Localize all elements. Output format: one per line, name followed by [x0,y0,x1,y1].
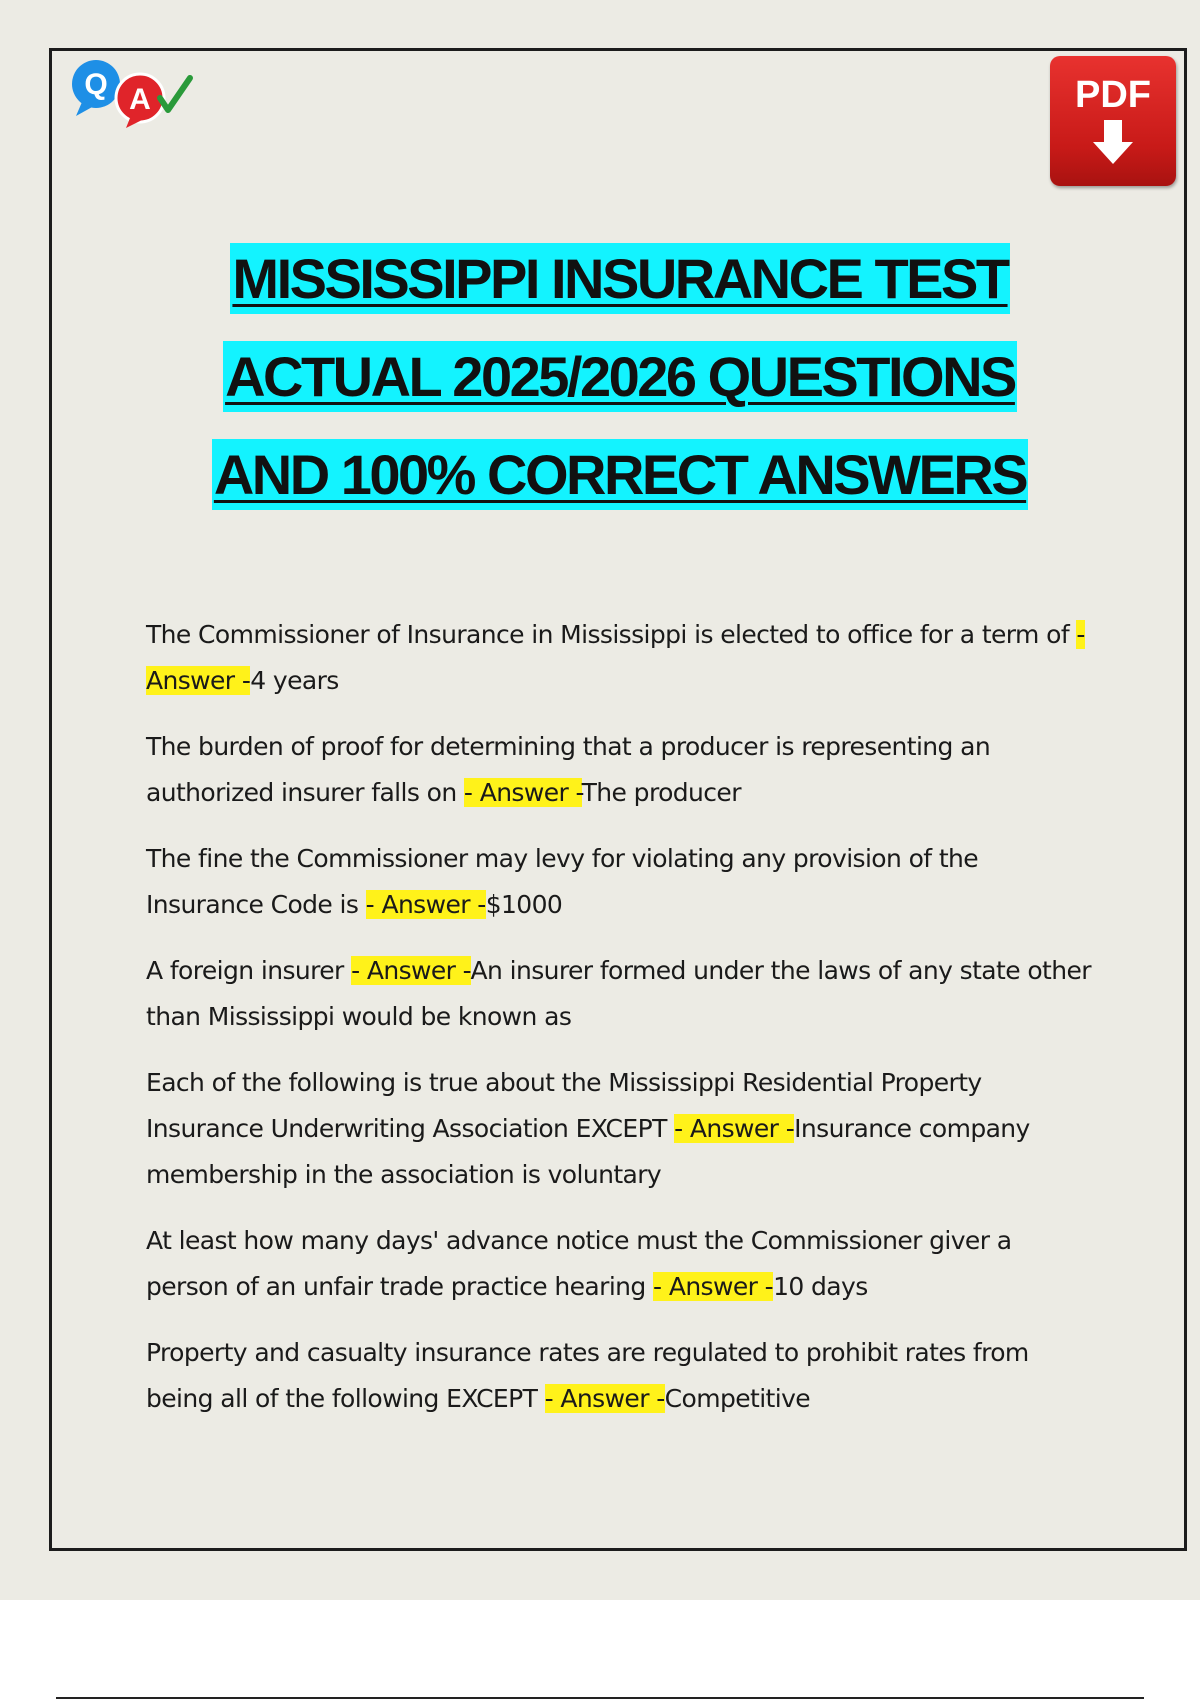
question-text: The fine the Commissioner may levy for violating any provision of the Insurance Code is [146,844,979,919]
footer-divider [56,1697,1144,1699]
title-line-text: AND 100% CORRECT ANSWERS [212,439,1028,510]
answer-text: Insurance company membership in the association is voluntary [146,1114,1030,1189]
answer-marker: - Answer - [653,1272,774,1301]
qa-item [146,724,1096,816]
answer-text: An insurer formed under the laws of any state other than Mississippi would be known as [146,956,1091,1031]
question-text: At least how many days' advance notice must the Commissioner giver a person of an unfair trade practice hearing [146,1226,1012,1301]
question-text: Property and casualty insurance rates are regulated to prohibit rates from being all of the following EXCEPT [146,1338,1029,1413]
title-line-text: ACTUAL 2025/2026 QUESTIONS [223,341,1017,412]
qa-item [146,1330,1096,1422]
logo-q-letter: Q [84,68,108,101]
answer-marker: - Answer - [146,620,1085,695]
answer-marker: - Answer - [365,890,486,919]
pdf-label: PDF [1075,74,1151,116]
answer-text: 10 days [773,1272,868,1301]
download-arrow-icon [1091,120,1135,166]
qa-item [146,948,1096,1040]
question-text: A foreign insurer [146,956,352,985]
qa-item [146,612,1096,704]
qa-item [146,1218,1096,1310]
question-answer-list [146,612,1096,1442]
qa-item [146,1060,1096,1198]
title-line-text: MISSISSIPPI INSURANCE TEST [230,243,1009,314]
document-title [0,230,1200,524]
title-line [0,426,1200,524]
answer-marker: - Answer - [463,778,582,807]
question-text: The burden of proof for determining that a producer is representing an authorized insurer falls on [146,732,991,807]
pdf-download-badge [1050,56,1176,186]
answer-text: 4 years [250,666,339,695]
answer-text: $1000 [485,890,563,919]
answer-marker: - Answer - [544,1384,665,1413]
answer-text: The producer [581,778,741,807]
answer-marker: - Answer - [674,1114,795,1143]
qa-item [146,836,1096,928]
question-text: The Commissioner of Insurance in Mississippi is elected to office for a term of [146,620,1077,649]
question-text: Each of the following is true about the Mississippi Residential Property Insurance Underwriting Association EXCEPT [146,1068,982,1143]
qa-logo-icon [70,58,200,128]
answer-text: Competitive [664,1384,811,1413]
logo-a-letter: A [129,83,151,116]
title-line [0,328,1200,426]
title-line [0,230,1200,328]
answer-marker: - Answer - [351,956,471,985]
